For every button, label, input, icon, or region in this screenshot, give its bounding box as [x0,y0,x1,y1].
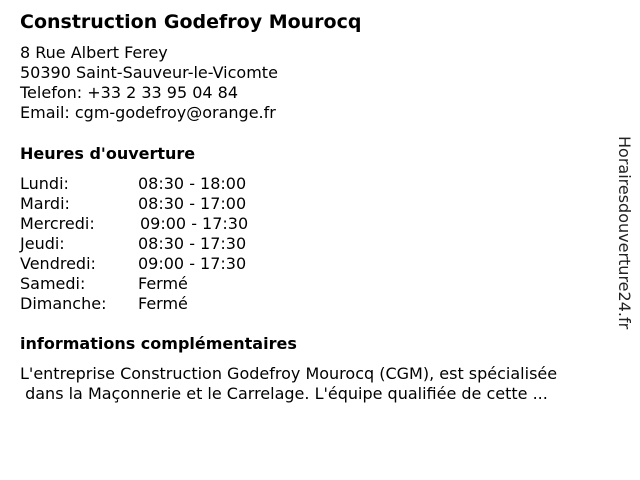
day-label: Vendredi: [20,254,96,273]
day-label: Mardi: [20,194,70,213]
description-line: dans la Maçonnerie et le Carrelage. L'équipe qualifiée de cette ... [20,384,548,403]
day-hours: Fermé [138,294,188,313]
business-description [20,364,620,404]
day-hours: 08:30 - 18:00 [138,174,247,193]
day-label: Samedi: [20,274,86,293]
day-label: Mercredi: [20,214,95,233]
additional-info-heading: informations complémentaires [20,334,297,353]
opening-hours-heading: Heures d'ouverture [20,144,196,163]
day-hours: 09:00 - 17:30 [138,254,247,273]
email-address: Email: cgm-godefroy@orange.fr [20,103,276,122]
day-label: Jeudi: [20,234,65,253]
day-hours: 08:30 - 17:00 [138,194,247,213]
address-city: 50390 Saint-Sauveur-le-Vicomte [20,63,278,82]
day-hours: Fermé [138,274,188,293]
contact-block [20,43,278,123]
phone-number: Telefon: +33 2 33 95 04 84 [20,83,239,102]
address-street: 8 Rue Albert Ferey [20,43,168,62]
business-name: Construction Godefroy Mourocq [20,11,362,33]
day-label: Dimanche: [20,294,107,313]
day-hours: 09:00 - 17:30 [140,214,249,233]
day-label: Lundi: [20,174,69,193]
site-watermark: Horairesdouverture24.fr [615,136,634,330]
day-hours: 08:30 - 17:30 [138,234,247,253]
description-line: L'entreprise Construction Godefroy Mourocq (CGM), est spécialisée [20,364,558,383]
